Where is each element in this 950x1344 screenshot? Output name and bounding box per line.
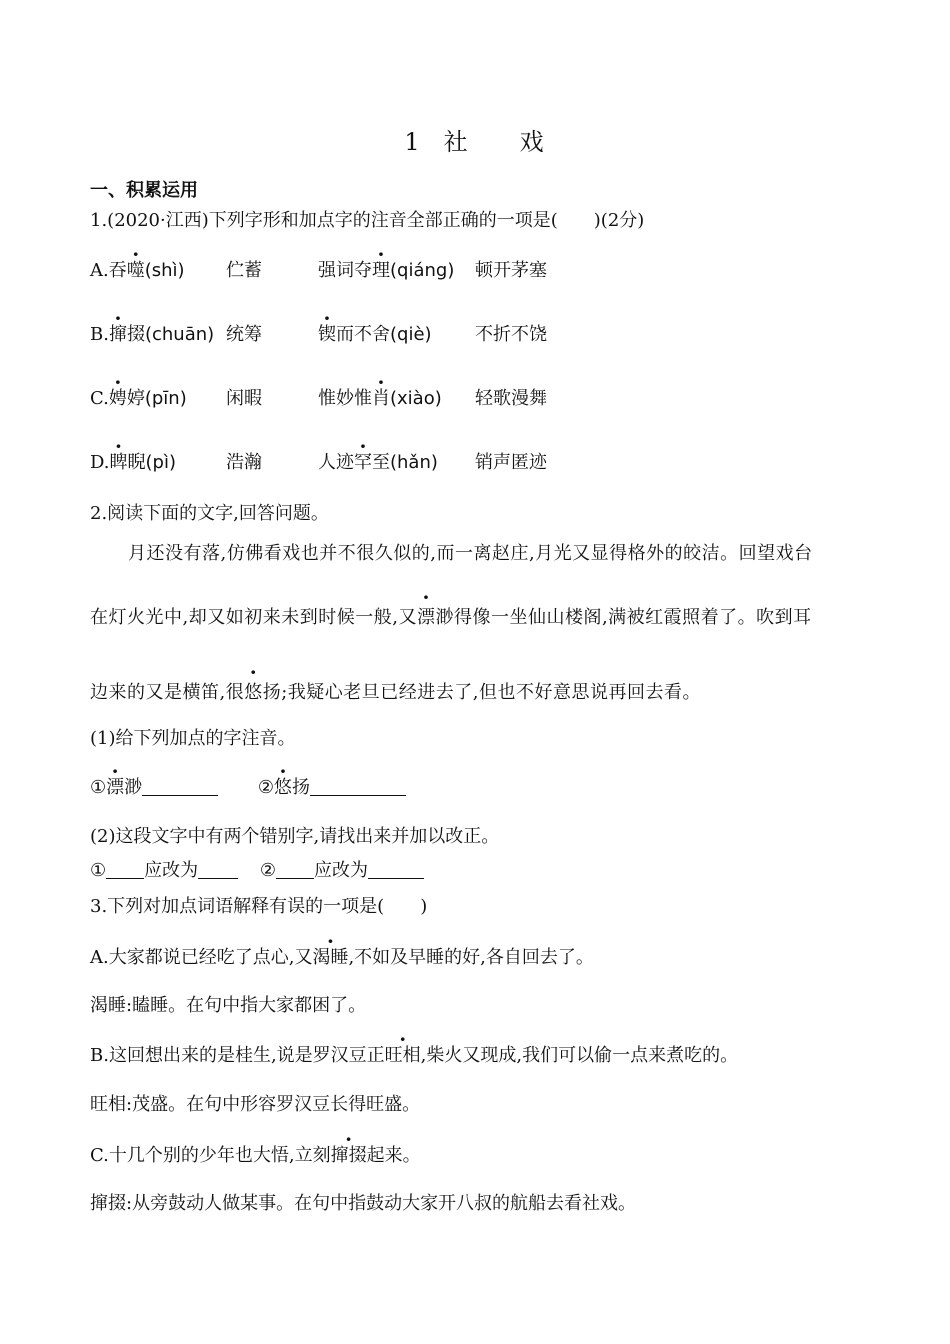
dotted-char: 悠 — [274, 777, 293, 798]
q3-option-b-explanation: 旺相:茂盛。在句中形容罗汉豆长得旺盛。 — [90, 1094, 421, 1115]
q1-option-word-2: 浩瀚 — [226, 452, 262, 473]
dotted-char: 撺 — [108, 324, 127, 345]
pinyin: (qiáng) — [390, 260, 455, 281]
q1-option-word-1: B.撺掇(chuān) — [90, 324, 215, 345]
q1-option-word-3: 强词夺理(qiáng) — [318, 260, 455, 281]
page-title — [0, 122, 950, 157]
answer-blank[interactable] — [276, 860, 314, 879]
q1-option-word-4: 不折不饶 — [475, 324, 547, 345]
pinyin: (hǎn) — [390, 452, 438, 473]
pinyin: (qiè) — [390, 324, 432, 345]
answer-blank[interactable] — [368, 860, 424, 879]
dotted-char: 悠 — [244, 682, 263, 703]
dotted-char: 漂 — [106, 777, 125, 798]
dotted-char: 罕 — [354, 452, 372, 473]
q1-option-word-1: A.吞噬(shì) — [90, 260, 185, 281]
q2-sub1: (1)给下列加点的字注音。 — [90, 728, 296, 749]
q1-option-word-2: 统筹 — [226, 324, 262, 345]
q3-option-c-explanation: 撺掇:从旁鼓动人做某事。在句中指鼓动大家开八叔的航船去看社戏。 — [90, 1193, 637, 1214]
pinyin: (xiào) — [390, 388, 442, 409]
q1-stem: 1.(2020·江西)下列字形和加点字的注音全部正确的一项是( )(2分) — [90, 210, 645, 231]
dotted-char: 漂 — [416, 607, 436, 628]
dotted-char: 锲 — [318, 324, 336, 345]
q1-option-word-4: 销声匿迹 — [475, 452, 547, 473]
dotted-word: 旺相 — [384, 1045, 421, 1066]
pinyin: (pīn) — [144, 388, 187, 409]
dotted-word: 撺掇 — [330, 1145, 367, 1166]
q2-passage-line-1: 月还没有落,仿佛看戏也并不很久似的,而一离赵庄,月光又显得格外的皎洁。回望戏台 — [128, 543, 813, 564]
q1-option-word-2: 伫蓄 — [226, 260, 262, 281]
answer-blank[interactable] — [198, 860, 238, 879]
option-label: C. — [90, 388, 109, 409]
q1-option-word-1: D.睥睨(pì) — [90, 452, 176, 473]
dotted-char: 肖 — [372, 388, 390, 409]
title-char-2: 戏 — [519, 128, 546, 156]
q3-option-c: C.十几个别的少年也大悟,立刻撺掇起来。 — [90, 1145, 421, 1166]
title-char-1: 社 — [443, 128, 470, 156]
q2-stem: 2.阅读下面的文字,回答问题。 — [90, 503, 329, 524]
q1-option-word-4: 顿开茅塞 — [475, 260, 547, 281]
pinyin: (shì) — [144, 260, 185, 281]
option-label: B. — [90, 324, 109, 345]
lesson-number: 1 — [404, 128, 422, 156]
q1-option-word-3: 锲而不舍(qiè) — [318, 324, 432, 345]
q2-passage-line-2: 在灯火光中,却又如初来未到时候一般,又漂渺得像一坐仙山楼阁,满被红霞照着了。吹到耳 — [90, 603, 812, 629]
answer-blank[interactable] — [142, 777, 218, 796]
dotted-word: 渴睡 — [312, 947, 349, 968]
dotted-char: 理 — [372, 260, 390, 281]
q1-option-word-3: 惟妙惟肖(xiào) — [318, 388, 442, 409]
dotted-char: 娉 — [108, 388, 127, 409]
q1-option-word-4: 轻歌漫舞 — [475, 388, 547, 409]
q3-option-b: B.这回想出来的是桂生,说是罗汉豆正旺相,柴火又现成,我们可以偷一点来煮吃的。 — [90, 1045, 739, 1066]
pinyin: (chuān) — [144, 324, 215, 345]
pinyin: (pì) — [145, 452, 176, 473]
q2-passage-line-3: 边来的又是横笛,很悠扬;我疑心老旦已经进去了,但也不好意思说再回去看。 — [90, 678, 701, 704]
q1-option-word-1: C.娉婷(pīn) — [90, 388, 187, 409]
option-label: D. — [90, 452, 110, 473]
dotted-char: 睥 — [109, 452, 128, 473]
q1-option-word-3: 人迹罕至(hǎn) — [318, 452, 438, 473]
dotted-char: 噬 — [126, 260, 145, 281]
answer-blank[interactable] — [106, 860, 144, 879]
option-label: A. — [90, 260, 109, 281]
q2-sub2: (2)这段文字中有两个错别字,请找出来并加以改正。 — [90, 826, 500, 847]
q3-option-a: A.大家都说已经吃了点心,又渴睡,不如及早睡的好,各自回去了。 — [90, 947, 594, 968]
section-heading: 一、积累运用 — [90, 180, 198, 201]
q2-sub2-blanks: ① 应改为 ② 应改为 — [90, 860, 424, 882]
q3-option-a-explanation: 渴睡:瞌睡。在句中指大家都困了。 — [90, 995, 367, 1016]
q3-stem: 3.下列对加点词语解释有误的一项是( ) — [90, 896, 428, 917]
answer-blank[interactable] — [310, 777, 406, 796]
q2-sub1-blanks: ①漂渺 ②悠扬 — [90, 777, 406, 799]
q1-option-word-2: 闲暇 — [226, 388, 262, 409]
